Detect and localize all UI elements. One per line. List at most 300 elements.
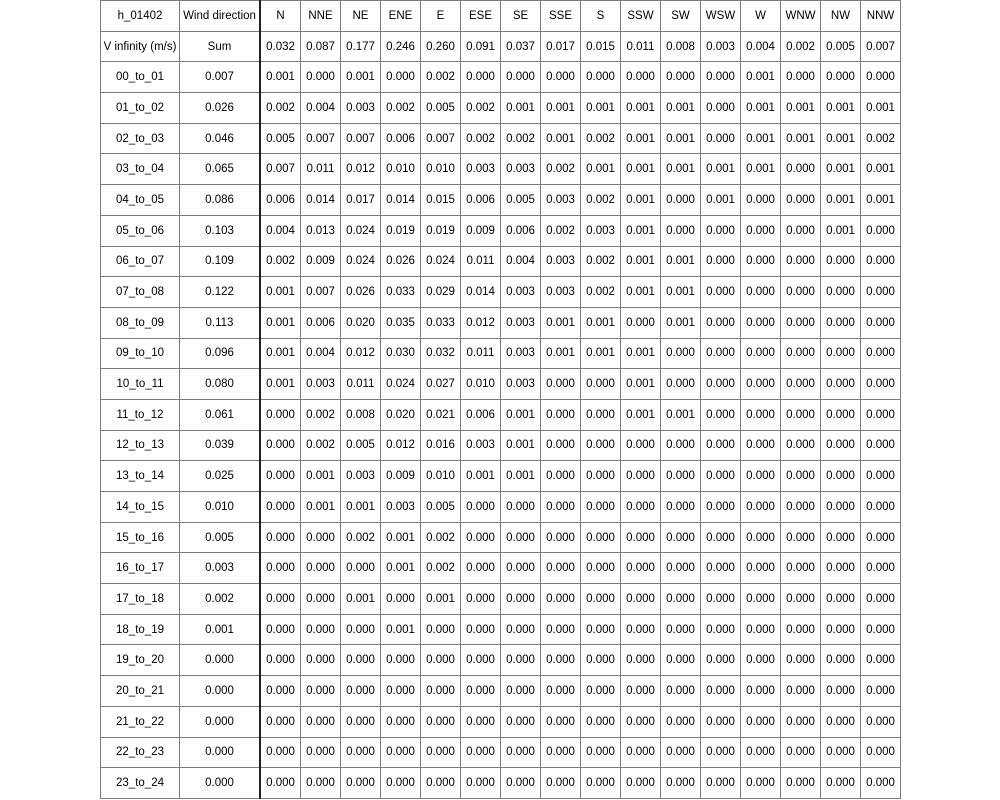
- frequency-cell: 0.000: [381, 768, 421, 799]
- frequency-cell: 0.000: [621, 737, 661, 768]
- frequency-cell: 0.001: [260, 62, 301, 93]
- frequency-cell: 0.001: [621, 338, 661, 369]
- direction-header-cell: NE: [341, 1, 381, 32]
- frequency-cell: 0.000: [781, 676, 821, 707]
- frequency-cell: 0.003: [501, 369, 541, 400]
- table-row: [101, 430, 901, 461]
- frequency-cell: 0.000: [701, 369, 741, 400]
- speed-bin-sum: 0.122: [180, 277, 261, 308]
- frequency-cell: 0.000: [541, 706, 581, 737]
- frequency-cell: 0.009: [381, 461, 421, 492]
- frequency-cell: 0.000: [741, 706, 781, 737]
- frequency-cell: 0.000: [461, 676, 501, 707]
- speed-bin-label: 11_to_12: [101, 399, 180, 430]
- frequency-cell: 0.035: [381, 307, 421, 338]
- frequency-cell: 0.006: [461, 399, 501, 430]
- frequency-cell: 0.000: [701, 62, 741, 93]
- direction-sum-cell: 0.260: [421, 31, 461, 62]
- frequency-cell: 0.001: [621, 277, 661, 308]
- frequency-cell: 0.024: [381, 369, 421, 400]
- frequency-cell: 0.001: [661, 154, 701, 185]
- frequency-cell: 0.000: [701, 553, 741, 584]
- frequency-cell: 0.000: [741, 430, 781, 461]
- frequency-cell: 0.000: [821, 614, 861, 645]
- speed-bin-sum: 0.002: [180, 584, 261, 615]
- frequency-cell: 0.000: [421, 768, 461, 799]
- frequency-cell: 0.001: [541, 93, 581, 124]
- frequency-cell: 0.002: [301, 399, 341, 430]
- frequency-cell: 0.002: [341, 522, 381, 553]
- direction-sum-cell: 0.087: [301, 31, 341, 62]
- direction-sum-cell: 0.004: [741, 31, 781, 62]
- frequency-cell: 0.000: [741, 461, 781, 492]
- frequency-cell: 0.003: [501, 277, 541, 308]
- frequency-cell: 0.000: [301, 706, 341, 737]
- frequency-cell: 0.002: [541, 215, 581, 246]
- frequency-cell: 0.000: [260, 492, 301, 523]
- frequency-cell: 0.000: [741, 277, 781, 308]
- frequency-cell: 0.001: [581, 154, 621, 185]
- speed-bin-label: 10_to_11: [101, 369, 180, 400]
- speed-bin-label: 13_to_14: [101, 461, 180, 492]
- frequency-cell: 0.000: [621, 307, 661, 338]
- frequency-cell: 0.000: [821, 706, 861, 737]
- direction-sum-cell: 0.246: [381, 31, 421, 62]
- frequency-cell: 0.000: [301, 614, 341, 645]
- frequency-cell: 0.005: [421, 492, 461, 523]
- frequency-cell: 0.000: [781, 307, 821, 338]
- frequency-cell: 0.000: [581, 768, 621, 799]
- frequency-cell: 0.000: [541, 645, 581, 676]
- frequency-cell: 0.000: [861, 307, 901, 338]
- table-row: [101, 338, 901, 369]
- frequency-cell: 0.000: [461, 553, 501, 584]
- frequency-cell: 0.001: [581, 338, 621, 369]
- frequency-cell: 0.001: [341, 584, 381, 615]
- frequency-cell: 0.000: [741, 645, 781, 676]
- frequency-cell: 0.019: [381, 215, 421, 246]
- speed-bin-sum: 0.010: [180, 492, 261, 523]
- frequency-cell: 0.000: [701, 676, 741, 707]
- frequency-cell: 0.000: [501, 706, 541, 737]
- frequency-cell: 0.000: [461, 62, 501, 93]
- frequency-cell: 0.002: [581, 277, 621, 308]
- frequency-cell: 0.000: [661, 645, 701, 676]
- frequency-cell: 0.000: [781, 338, 821, 369]
- frequency-cell: 0.003: [341, 93, 381, 124]
- frequency-cell: 0.000: [861, 399, 901, 430]
- frequency-cell: 0.000: [821, 584, 861, 615]
- speed-bin-label: 21_to_22: [101, 706, 180, 737]
- frequency-cell: 0.001: [301, 492, 341, 523]
- speed-header-label: V infinity (m/s): [101, 31, 180, 62]
- table-row: [101, 185, 901, 216]
- frequency-cell: 0.003: [541, 246, 581, 277]
- frequency-cell: 0.000: [381, 62, 421, 93]
- frequency-cell: 0.000: [741, 522, 781, 553]
- frequency-cell: 0.001: [301, 461, 341, 492]
- frequency-cell: 0.000: [701, 338, 741, 369]
- frequency-cell: 0.000: [381, 676, 421, 707]
- frequency-cell: 0.000: [861, 246, 901, 277]
- direction-header-cell: SSW: [621, 1, 661, 32]
- frequency-cell: 0.002: [461, 123, 501, 154]
- frequency-cell: 0.000: [781, 614, 821, 645]
- frequency-cell: 0.000: [741, 737, 781, 768]
- table-corner-label: h_01402: [101, 1, 180, 32]
- speed-bin-sum: 0.046: [180, 123, 261, 154]
- frequency-cell: 0.000: [861, 430, 901, 461]
- frequency-cell: 0.000: [260, 461, 301, 492]
- direction-header-row: [101, 1, 901, 32]
- frequency-cell: 0.000: [861, 553, 901, 584]
- frequency-cell: 0.000: [661, 369, 701, 400]
- frequency-cell: 0.000: [501, 522, 541, 553]
- speed-bin-sum: 0.103: [180, 215, 261, 246]
- frequency-cell: 0.002: [301, 430, 341, 461]
- frequency-cell: 0.000: [821, 338, 861, 369]
- speed-bin-sum: 0.026: [180, 93, 261, 124]
- frequency-cell: 0.000: [701, 93, 741, 124]
- frequency-cell: 0.000: [741, 399, 781, 430]
- frequency-cell: 0.001: [541, 123, 581, 154]
- frequency-cell: 0.000: [461, 645, 501, 676]
- frequency-cell: 0.001: [661, 307, 701, 338]
- speed-bin-label: 07_to_08: [101, 277, 180, 308]
- frequency-cell: 0.000: [301, 737, 341, 768]
- frequency-cell: 0.000: [581, 706, 621, 737]
- frequency-cell: 0.000: [301, 768, 341, 799]
- frequency-cell: 0.026: [381, 246, 421, 277]
- table-row: [101, 676, 901, 707]
- frequency-cell: 0.000: [341, 706, 381, 737]
- frequency-cell: 0.001: [821, 154, 861, 185]
- speed-bin-label: 16_to_17: [101, 553, 180, 584]
- wind-direction-label: Wind direction: [180, 1, 261, 32]
- frequency-cell: 0.016: [421, 430, 461, 461]
- frequency-cell: 0.000: [701, 614, 741, 645]
- frequency-cell: 0.001: [621, 93, 661, 124]
- frequency-cell: 0.001: [501, 93, 541, 124]
- frequency-cell: 0.000: [741, 246, 781, 277]
- frequency-cell: 0.000: [741, 492, 781, 523]
- frequency-cell: 0.000: [821, 369, 861, 400]
- frequency-cell: 0.000: [861, 277, 901, 308]
- frequency-cell: 0.000: [821, 246, 861, 277]
- frequency-cell: 0.000: [661, 706, 701, 737]
- frequency-cell: 0.003: [501, 338, 541, 369]
- frequency-cell: 0.000: [581, 522, 621, 553]
- frequency-cell: 0.001: [661, 277, 701, 308]
- frequency-cell: 0.001: [260, 369, 301, 400]
- frequency-cell: 0.001: [741, 154, 781, 185]
- frequency-cell: 0.001: [381, 522, 421, 553]
- table-row: [101, 492, 901, 523]
- frequency-cell: 0.000: [381, 584, 421, 615]
- frequency-cell: 0.000: [421, 676, 461, 707]
- frequency-cell: 0.000: [661, 338, 701, 369]
- direction-sum-cell: 0.007: [861, 31, 901, 62]
- frequency-cell: 0.000: [781, 154, 821, 185]
- frequency-cell: 0.001: [501, 399, 541, 430]
- frequency-cell: 0.000: [821, 737, 861, 768]
- frequency-cell: 0.000: [541, 614, 581, 645]
- frequency-cell: 0.011: [461, 338, 501, 369]
- frequency-cell: 0.001: [701, 154, 741, 185]
- speed-bin-label: 09_to_10: [101, 338, 180, 369]
- frequency-cell: 0.002: [421, 62, 461, 93]
- direction-header-cell: WNW: [781, 1, 821, 32]
- speed-bin-label: 12_to_13: [101, 430, 180, 461]
- frequency-cell: 0.000: [701, 461, 741, 492]
- frequency-cell: 0.000: [301, 584, 341, 615]
- frequency-cell: 0.001: [501, 461, 541, 492]
- frequency-cell: 0.000: [821, 553, 861, 584]
- frequency-cell: 0.000: [661, 584, 701, 615]
- frequency-cell: 0.000: [741, 338, 781, 369]
- frequency-cell: 0.000: [821, 430, 861, 461]
- frequency-cell: 0.000: [461, 584, 501, 615]
- frequency-cell: 0.000: [741, 215, 781, 246]
- frequency-cell: 0.000: [581, 62, 621, 93]
- frequency-cell: 0.007: [301, 277, 341, 308]
- frequency-cell: 0.000: [301, 522, 341, 553]
- frequency-cell: 0.000: [781, 185, 821, 216]
- frequency-cell: 0.002: [501, 123, 541, 154]
- frequency-cell: 0.020: [341, 307, 381, 338]
- frequency-cell: 0.000: [501, 737, 541, 768]
- frequency-cell: 0.030: [381, 338, 421, 369]
- frequency-cell: 0.001: [621, 246, 661, 277]
- speed-bin-sum: 0.007: [180, 62, 261, 93]
- frequency-cell: 0.000: [661, 492, 701, 523]
- frequency-cell: 0.000: [781, 522, 821, 553]
- direction-header-cell: S: [581, 1, 621, 32]
- direction-header-cell: SW: [661, 1, 701, 32]
- table-row: [101, 399, 901, 430]
- frequency-cell: 0.002: [541, 154, 581, 185]
- frequency-cell: 0.006: [381, 123, 421, 154]
- frequency-cell: 0.000: [541, 522, 581, 553]
- frequency-cell: 0.001: [341, 492, 381, 523]
- frequency-cell: 0.000: [501, 645, 541, 676]
- frequency-cell: 0.000: [341, 737, 381, 768]
- frequency-cell: 0.001: [621, 185, 661, 216]
- frequency-cell: 0.002: [581, 246, 621, 277]
- frequency-cell: 0.000: [621, 461, 661, 492]
- speed-bin-label: 22_to_23: [101, 737, 180, 768]
- direction-header-cell: E: [421, 1, 461, 32]
- frequency-cell: 0.000: [701, 246, 741, 277]
- speed-bin-sum: 0.000: [180, 676, 261, 707]
- frequency-cell: 0.002: [581, 123, 621, 154]
- frequency-cell: 0.002: [421, 522, 461, 553]
- frequency-cell: 0.000: [701, 737, 741, 768]
- frequency-cell: 0.001: [661, 123, 701, 154]
- frequency-cell: 0.000: [821, 645, 861, 676]
- frequency-cell: 0.006: [501, 215, 541, 246]
- frequency-cell: 0.006: [461, 185, 501, 216]
- direction-header-cell: ENE: [381, 1, 421, 32]
- frequency-cell: 0.009: [461, 215, 501, 246]
- direction-header-cell: NNW: [861, 1, 901, 32]
- frequency-cell: 0.000: [661, 430, 701, 461]
- frequency-cell: 0.015: [421, 185, 461, 216]
- speed-bin-label: 14_to_15: [101, 492, 180, 523]
- speed-bin-sum: 0.005: [180, 522, 261, 553]
- frequency-cell: 0.000: [661, 737, 701, 768]
- frequency-cell: 0.004: [260, 215, 301, 246]
- table-row: [101, 645, 901, 676]
- frequency-cell: 0.000: [621, 553, 661, 584]
- frequency-cell: 0.000: [260, 676, 301, 707]
- frequency-cell: 0.000: [821, 307, 861, 338]
- frequency-cell: 0.012: [341, 338, 381, 369]
- frequency-cell: 0.001: [461, 461, 501, 492]
- frequency-cell: 0.008: [341, 399, 381, 430]
- frequency-cell: 0.000: [581, 645, 621, 676]
- frequency-cell: 0.000: [541, 369, 581, 400]
- frequency-cell: 0.001: [260, 338, 301, 369]
- direction-header-cell: N: [260, 1, 301, 32]
- frequency-cell: 0.000: [581, 369, 621, 400]
- frequency-cell: 0.003: [461, 154, 501, 185]
- frequency-cell: 0.000: [661, 62, 701, 93]
- speed-bin-label: 00_to_01: [101, 62, 180, 93]
- frequency-cell: 0.010: [381, 154, 421, 185]
- frequency-cell: 0.000: [260, 737, 301, 768]
- frequency-cell: 0.001: [621, 123, 661, 154]
- frequency-cell: 0.000: [661, 553, 701, 584]
- frequency-cell: 0.000: [861, 645, 901, 676]
- frequency-cell: 0.000: [741, 553, 781, 584]
- direction-sum-cell: 0.177: [341, 31, 381, 62]
- frequency-cell: 0.000: [581, 584, 621, 615]
- frequency-cell: 0.001: [541, 307, 581, 338]
- frequency-cell: 0.000: [621, 768, 661, 799]
- frequency-cell: 0.000: [621, 492, 661, 523]
- frequency-cell: 0.000: [260, 645, 301, 676]
- frequency-cell: 0.014: [301, 185, 341, 216]
- frequency-cell: 0.000: [341, 768, 381, 799]
- speed-bin-sum: 0.109: [180, 246, 261, 277]
- frequency-cell: 0.000: [541, 461, 581, 492]
- frequency-cell: 0.000: [621, 522, 661, 553]
- frequency-cell: 0.000: [781, 62, 821, 93]
- frequency-cell: 0.010: [421, 461, 461, 492]
- frequency-cell: 0.000: [661, 676, 701, 707]
- table-row: [101, 614, 901, 645]
- frequency-cell: 0.003: [541, 277, 581, 308]
- frequency-cell: 0.001: [741, 93, 781, 124]
- direction-header-cell: NW: [821, 1, 861, 32]
- speed-bin-label: 03_to_04: [101, 154, 180, 185]
- frequency-cell: 0.001: [621, 215, 661, 246]
- frequency-cell: 0.033: [421, 307, 461, 338]
- frequency-cell: 0.012: [381, 430, 421, 461]
- direction-sum-cell: 0.005: [821, 31, 861, 62]
- direction-sum-cell: 0.008: [661, 31, 701, 62]
- frequency-cell: 0.000: [861, 369, 901, 400]
- direction-sum-cell: 0.037: [501, 31, 541, 62]
- frequency-cell: 0.000: [861, 768, 901, 799]
- frequency-cell: 0.004: [501, 246, 541, 277]
- frequency-cell: 0.000: [260, 430, 301, 461]
- frequency-cell: 0.000: [701, 492, 741, 523]
- frequency-cell: 0.001: [821, 93, 861, 124]
- speed-bin-sum: 0.000: [180, 645, 261, 676]
- frequency-cell: 0.001: [701, 185, 741, 216]
- frequency-cell: 0.006: [301, 307, 341, 338]
- table-row: [101, 553, 901, 584]
- wind-frequency-table: [100, 0, 901, 799]
- frequency-cell: 0.000: [501, 584, 541, 615]
- frequency-cell: 0.003: [341, 461, 381, 492]
- frequency-cell: 0.001: [861, 154, 901, 185]
- speed-bin-sum: 0.113: [180, 307, 261, 338]
- frequency-cell: 0.000: [621, 614, 661, 645]
- frequency-cell: 0.002: [260, 93, 301, 124]
- frequency-cell: 0.000: [541, 768, 581, 799]
- frequency-cell: 0.000: [701, 215, 741, 246]
- speed-bin-label: 17_to_18: [101, 584, 180, 615]
- frequency-cell: 0.001: [341, 62, 381, 93]
- frequency-cell: 0.000: [461, 492, 501, 523]
- direction-header-cell: W: [741, 1, 781, 32]
- frequency-cell: 0.000: [621, 645, 661, 676]
- frequency-cell: 0.000: [421, 737, 461, 768]
- table-row: [101, 369, 901, 400]
- frequency-cell: 0.001: [821, 123, 861, 154]
- frequency-cell: 0.001: [741, 62, 781, 93]
- sum-label: Sum: [180, 31, 261, 62]
- frequency-cell: 0.011: [301, 154, 341, 185]
- frequency-cell: 0.001: [260, 277, 301, 308]
- speed-bin-label: 15_to_16: [101, 522, 180, 553]
- speed-bin-label: 23_to_24: [101, 768, 180, 799]
- direction-sum-cell: 0.003: [701, 31, 741, 62]
- frequency-cell: 0.000: [701, 123, 741, 154]
- speed-bin-sum: 0.061: [180, 399, 261, 430]
- frequency-cell: 0.001: [661, 399, 701, 430]
- frequency-cell: 0.000: [781, 215, 821, 246]
- frequency-cell: 0.000: [381, 706, 421, 737]
- frequency-cell: 0.001: [421, 584, 461, 615]
- frequency-cell: 0.000: [541, 399, 581, 430]
- frequency-cell: 0.007: [301, 123, 341, 154]
- frequency-cell: 0.000: [781, 492, 821, 523]
- frequency-cell: 0.000: [701, 277, 741, 308]
- frequency-cell: 0.000: [861, 492, 901, 523]
- frequency-cell: 0.003: [501, 154, 541, 185]
- speed-bin-label: 20_to_21: [101, 676, 180, 707]
- frequency-cell: 0.000: [260, 584, 301, 615]
- frequency-cell: 0.000: [581, 492, 621, 523]
- direction-header-cell: SSE: [541, 1, 581, 32]
- frequency-cell: 0.000: [581, 430, 621, 461]
- frequency-cell: 0.000: [581, 737, 621, 768]
- frequency-cell: 0.000: [541, 62, 581, 93]
- frequency-cell: 0.002: [861, 123, 901, 154]
- frequency-cell: 0.012: [461, 307, 501, 338]
- sum-row: [101, 31, 901, 62]
- frequency-cell: 0.000: [741, 307, 781, 338]
- speed-bin-sum: 0.000: [180, 706, 261, 737]
- frequency-cell: 0.000: [260, 522, 301, 553]
- frequency-cell: 0.000: [741, 614, 781, 645]
- speed-bin-sum: 0.065: [180, 154, 261, 185]
- frequency-cell: 0.000: [621, 676, 661, 707]
